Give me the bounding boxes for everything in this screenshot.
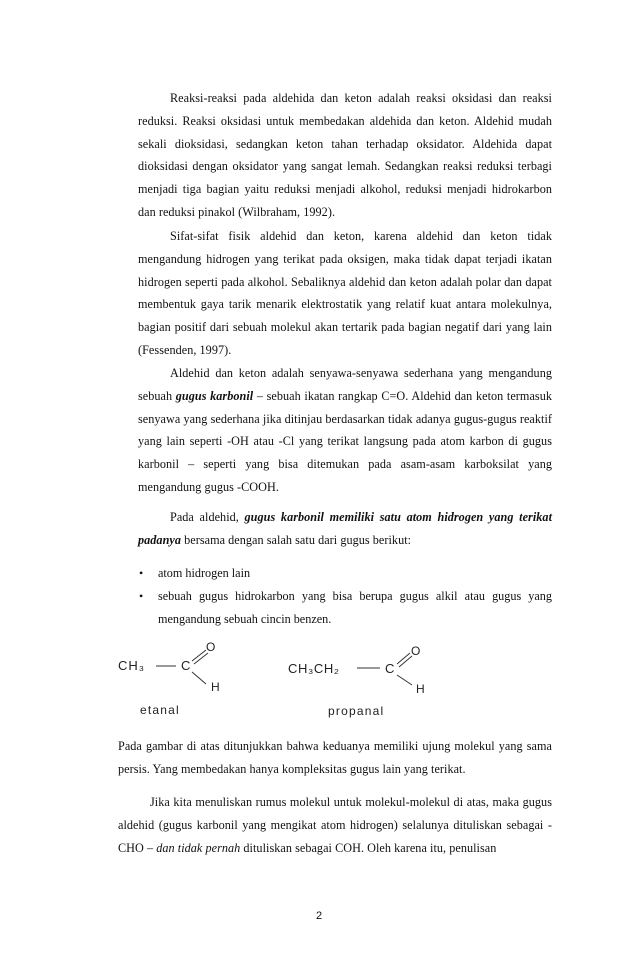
propanal-structure bbox=[288, 644, 425, 718]
bullet-icon: • bbox=[139, 566, 144, 580]
bullet-list bbox=[138, 562, 552, 630]
aldehyde-structure-diagram bbox=[112, 637, 432, 721]
text-run: Pada aldehid, bbox=[170, 510, 245, 524]
etanal-carbon-text: C bbox=[181, 658, 191, 673]
double-bond-line bbox=[397, 653, 410, 664]
paragraph-carbonyl-group bbox=[138, 362, 552, 499]
paragraph-aldehyde-definition bbox=[138, 506, 552, 552]
bond-line bbox=[192, 672, 206, 684]
list-item bbox=[138, 585, 552, 631]
etanal-hydrogen-text: H bbox=[211, 680, 220, 694]
text-run: bersama dengan salah satu dari gugus berikut: bbox=[181, 532, 412, 547]
etanal-group-text: CH₃ bbox=[118, 658, 146, 673]
emphasis-never: dan tidak pernah bbox=[156, 840, 241, 855]
etanal-structure bbox=[118, 640, 220, 717]
paragraph-physical-properties: Sifat-sifat fisik aldehid dan keton, karena aldehid dan keton tidak mengandung hidrogen yang terikat pada oksigen, maka tidak dapat terjadi ikatan hidrogen seperti pada alkohol. Sebaliknya aldehid dan keton adalah polar dan dapat membentuk gaya tarik menarik elektrostatik yang relatif kuat antara molekulnya, bagian positif dari sebuah molekul akan tertarik pada bagian negatif dari yang lain (Fessenden, 1997). bbox=[138, 229, 552, 357]
propanal-oxygen-text: O bbox=[411, 644, 421, 658]
double-bond-line bbox=[194, 653, 208, 664]
paragraph-figure-explanation: Pada gambar di atas ditunjukkan bahwa keduanya memiliki ujung molekul yang sama persis. Yang membedakan hanya kompleksitas gugus lain yang terikat. bbox=[118, 739, 552, 776]
list-item-text: sebuah gugus hidrokarbon yang bisa berupa gugus alkil atau gugus yang mengandung sebuah cincin benzen. bbox=[158, 588, 552, 626]
paragraph-oxidation-reduction: Reaksi-reaksi pada aldehida dan keton adalah reaksi oksidasi dan reaksi reduksi. Reaksi oksidasi untuk membedakan aldehida dan keton. Aldehid mudah sekali dioksidasi, sedangkan keton tahan terhadap oksidator. Aldehida dapat dioksidasi dengan oksidator yang sangat lemah. Sedangkan reaksi reduksi terbagi menjadi tiga bagian yaitu reduksi menjadi alkohol, reduksi menjadi hidrokarbon dan reduksi pinakol (Wilbraham, 1992). bbox=[138, 91, 552, 219]
text-run: dituliskan sebagai COH. Oleh karena itu, penulisan bbox=[240, 840, 497, 855]
emphasis-carbonyl: gugus karbonil bbox=[175, 388, 254, 403]
emphasis-hydrogen-attached: gugus karbonil memiliki satu atom hidrogen yang terikat padanya bbox=[138, 510, 552, 547]
text-run: – sebuah ikatan rangkap C=O. Aldehid dan keton termasuk senyawa yang sederhana jika ditinjau berdasarkan tidak adanya gugus-gugus reaktif yang lain seperti -OH atau -Cl yang terikat langsung pada atom karbon di gugus karbonil – seperti yang bisa ditemukan pada asam-asam karboksilat yang mengandung gugus -COOH. bbox=[138, 388, 552, 494]
etanal-oxygen-text: O bbox=[206, 640, 216, 654]
list-item-text: atom hidrogen lain bbox=[158, 566, 251, 580]
paragraph-molecular-formula bbox=[118, 791, 552, 859]
etanal-label: etanal bbox=[140, 703, 180, 717]
bullet-icon: • bbox=[139, 588, 144, 603]
propanal-carbon-text: C bbox=[385, 661, 395, 676]
list-item bbox=[138, 562, 552, 585]
propanal-label: propanal bbox=[328, 704, 385, 718]
page-number: 2 bbox=[315, 910, 323, 922]
text-run: Aldehid dan keton adalah senyawa-senyawa sederhana yang mengandung sebuah bbox=[138, 366, 552, 403]
text-run: Jika kita menuliskan rumus molekul untuk molekul-molekul di atas, maka gugus aldehid (gugus karbonil yang mengikat atom hidrogen) selalunya dituliskan sebagai -CHO – bbox=[118, 795, 552, 855]
bond-line bbox=[397, 675, 412, 685]
propanal-hydrogen-text: H bbox=[416, 682, 425, 696]
propanal-group-text: CH₃CH₂ bbox=[288, 661, 340, 676]
double-bond-line bbox=[192, 650, 206, 661]
